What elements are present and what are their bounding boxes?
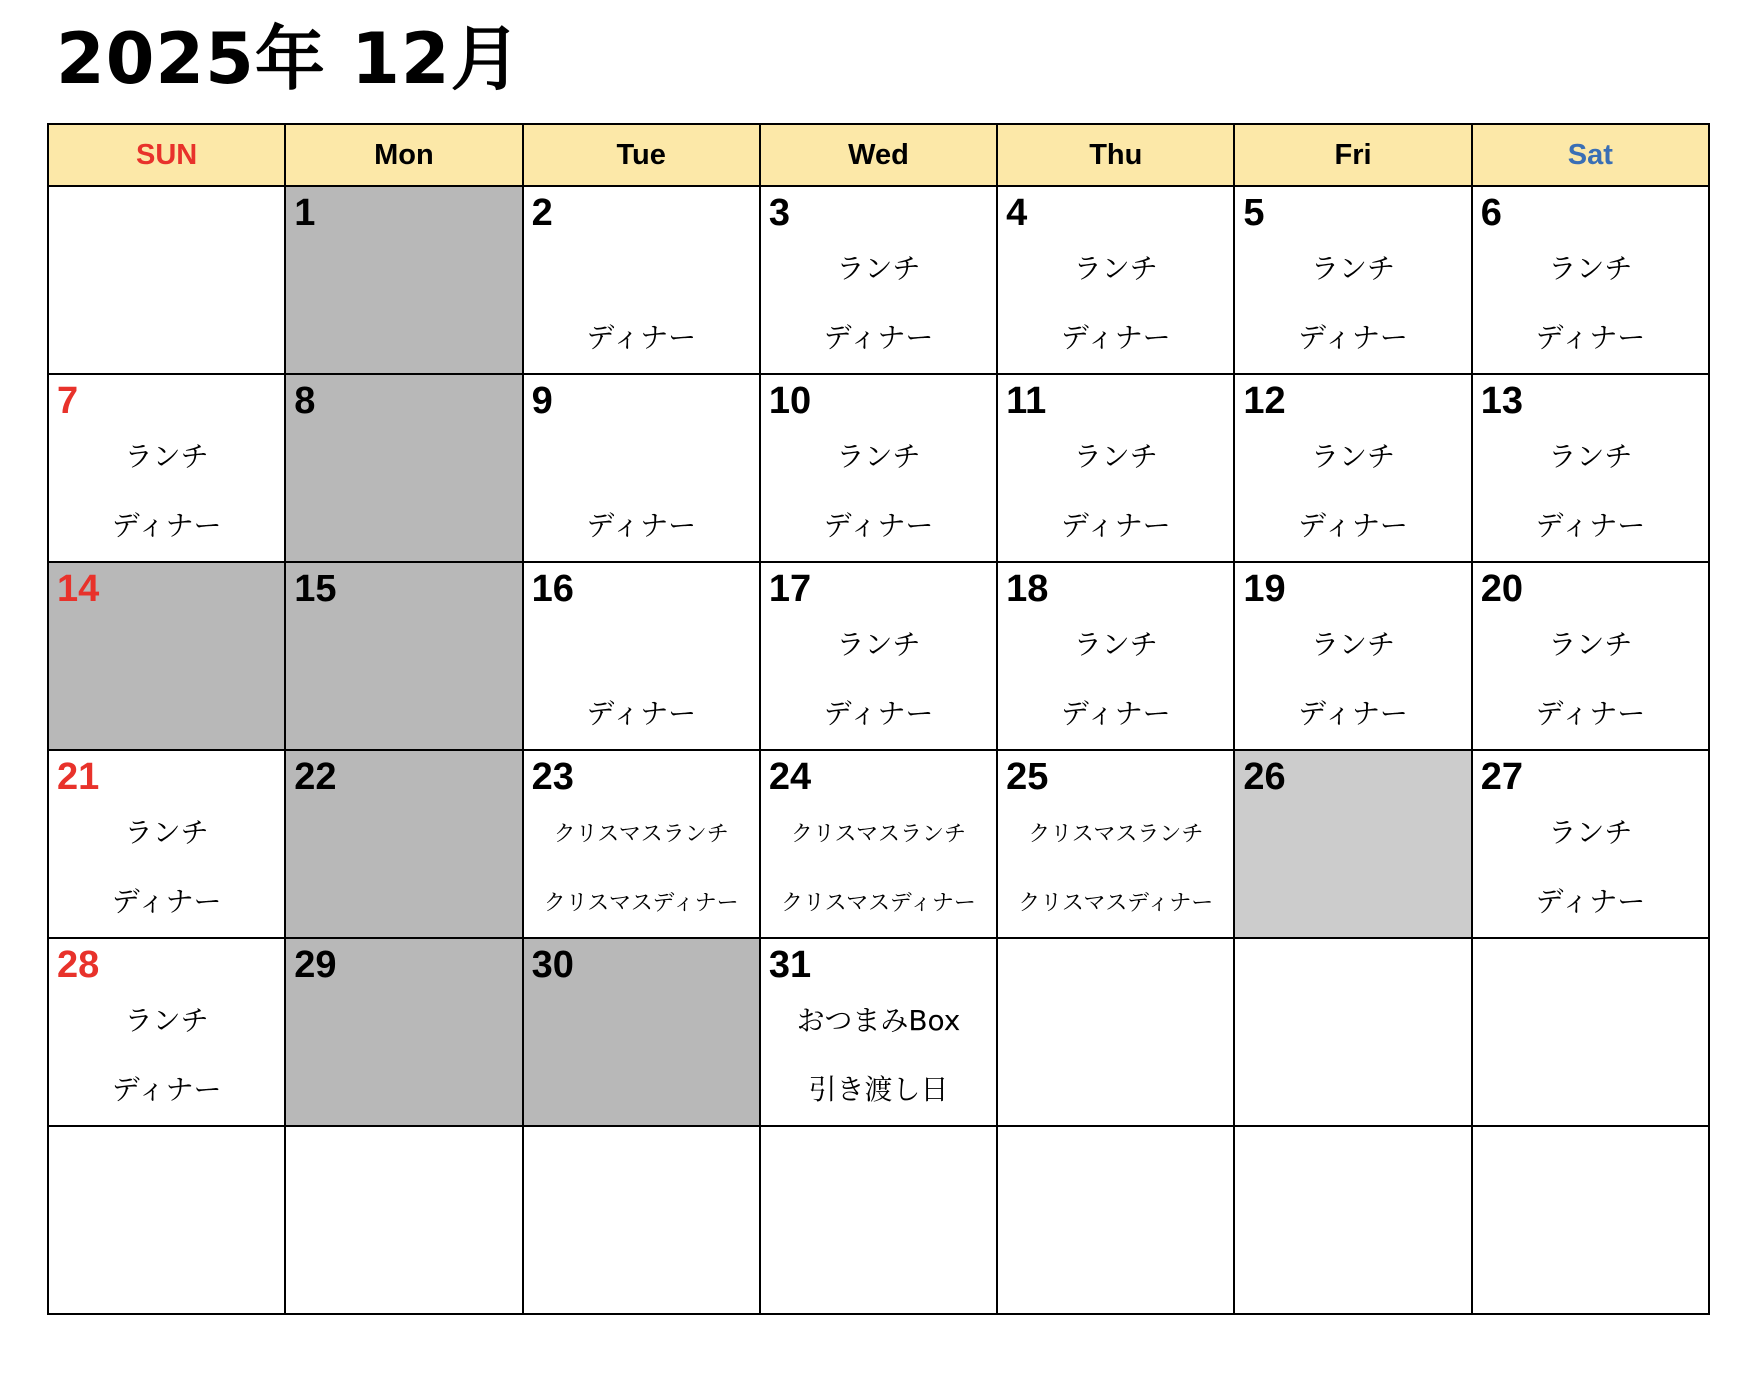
day-event-second: ディナー <box>586 697 697 730</box>
day-event-first: ランチ <box>1548 628 1633 661</box>
day-number: 22 <box>294 756 337 798</box>
day-number: 21 <box>57 756 100 798</box>
calendar-day-cell <box>760 562 997 750</box>
day-event-second: ディナー <box>823 697 934 730</box>
calendar-day-cell <box>523 938 760 1126</box>
day-event-first: ランチ <box>1073 440 1158 473</box>
day-event-first: ランチ <box>1073 628 1158 661</box>
calendar-day-cell <box>1472 186 1709 374</box>
day-number: 24 <box>768 756 812 798</box>
day-event-first: ランチ <box>124 816 209 849</box>
day-number: 23 <box>531 756 574 798</box>
day-event-second: ディナー <box>823 321 934 354</box>
calendar-day-cell <box>1234 562 1471 750</box>
day-number: 18 <box>1006 568 1049 610</box>
day-number: 15 <box>294 568 337 610</box>
calendar-day-cell <box>997 1126 1234 1314</box>
day-event-first: クリスマスランチ <box>1028 822 1204 847</box>
calendar-day-cell <box>523 750 760 938</box>
weekday-header-fri: Fri <box>1234 124 1471 186</box>
calendar-day-cell <box>48 562 285 750</box>
day-number: 1 <box>294 192 316 234</box>
day-number: 9 <box>531 380 553 422</box>
day-number: 3 <box>768 192 790 234</box>
day-event-second: ディナー <box>1535 697 1646 730</box>
calendar-week-row <box>48 1126 1709 1314</box>
day-number: 28 <box>57 944 100 986</box>
day-event-second: ディナー <box>1298 697 1408 730</box>
day-event-second: ディナー <box>111 885 222 918</box>
day-number: 26 <box>1243 756 1286 798</box>
calendar-day-cell <box>997 186 1234 374</box>
day-number: 14 <box>57 568 100 610</box>
calendar-day-cell <box>760 938 997 1126</box>
day-event-second: ディナー <box>1060 509 1171 542</box>
day-number: 7 <box>57 380 79 422</box>
weekday-header-row <box>48 124 1709 186</box>
calendar-grid <box>47 123 1710 1315</box>
calendar-day-cell <box>523 1126 760 1314</box>
calendar-day-cell <box>523 374 760 562</box>
calendar-day-cell <box>1472 374 1709 562</box>
calendar-day-cell <box>1472 1126 1709 1314</box>
day-event-first: ランチ <box>1311 628 1396 661</box>
calendar-day-cell <box>285 938 522 1126</box>
day-event-second: ディナー <box>1535 885 1646 918</box>
calendar-week-row <box>48 562 1709 750</box>
calendar-day-cell <box>1472 938 1709 1126</box>
day-event-first: ランチ <box>1548 440 1633 473</box>
day-event-first: ランチ <box>1548 252 1633 285</box>
calendar-day-cell <box>1234 374 1471 562</box>
calendar-day-cell <box>48 186 285 374</box>
day-number: 19 <box>1243 568 1286 610</box>
page-title: 2025年 12月 <box>56 18 522 100</box>
calendar-day-cell <box>48 374 285 562</box>
calendar-week-row <box>48 374 1709 562</box>
calendar-week-row <box>48 750 1709 938</box>
day-number: 10 <box>768 380 812 422</box>
weekday-header-thu: Thu <box>997 124 1234 186</box>
calendar-day-cell <box>285 750 522 938</box>
day-event-second: クリスマスディナー <box>781 891 976 916</box>
weekday-header-sat: Sat <box>1472 124 1709 186</box>
weekday-header-sun: SUN <box>48 124 285 186</box>
day-number: 5 <box>1243 192 1265 234</box>
day-number: 27 <box>1480 756 1523 798</box>
calendar-day-cell <box>1472 562 1709 750</box>
day-event-first: ランチ <box>836 252 921 285</box>
calendar-day-cell <box>523 562 760 750</box>
day-event-first: クリスマスランチ <box>553 822 729 847</box>
calendar-day-cell <box>760 186 997 374</box>
calendar-day-cell <box>760 374 997 562</box>
calendar-day-cell <box>1234 750 1471 938</box>
day-event-second: クリスマスディナー <box>1018 891 1214 916</box>
calendar-week-row <box>48 938 1709 1126</box>
calendar-day-cell <box>1234 1126 1471 1314</box>
day-number: 29 <box>294 944 337 986</box>
calendar-day-cell <box>1234 186 1471 374</box>
calendar-day-cell <box>760 1126 997 1314</box>
day-event-first: ランチ <box>124 1004 209 1037</box>
day-event-second: ディナー <box>823 509 934 542</box>
day-event-first: おつまみBox <box>796 1004 961 1037</box>
day-event-first: ランチ <box>836 628 921 661</box>
calendar-day-cell <box>285 562 522 750</box>
day-event-first: ランチ <box>1073 252 1158 285</box>
day-event-first: ランチ <box>1311 440 1396 473</box>
day-event-second: ディナー <box>1298 321 1408 354</box>
day-number: 13 <box>1480 380 1523 422</box>
day-number: 8 <box>294 380 316 422</box>
day-number: 16 <box>531 568 574 610</box>
day-event-second: クリスマスディナー <box>543 891 739 916</box>
day-event-first: クリスマスランチ <box>790 822 967 847</box>
day-event-first: ランチ <box>1548 816 1633 849</box>
day-number: 25 <box>1006 756 1049 798</box>
day-event-second: ディナー <box>1060 321 1171 354</box>
day-number: 11 <box>1006 380 1047 422</box>
day-event-second: ディナー <box>111 1073 222 1106</box>
weekday-header-wed: Wed <box>760 124 997 186</box>
calendar-day-cell <box>285 374 522 562</box>
day-event-second: ディナー <box>1298 509 1408 542</box>
calendar-day-cell <box>285 1126 522 1314</box>
day-number: 17 <box>768 568 812 610</box>
calendar-day-cell <box>48 938 285 1126</box>
calendar-day-cell <box>523 186 760 374</box>
day-event-second: ディナー <box>1060 697 1171 730</box>
day-event-second: ディナー <box>586 321 697 354</box>
calendar-day-cell <box>997 938 1234 1126</box>
weekday-header-mon: Mon <box>285 124 522 186</box>
calendar-day-cell <box>1234 938 1471 1126</box>
calendar-day-cell <box>48 1126 285 1314</box>
calendar-day-cell <box>997 750 1234 938</box>
day-event-second: ディナー <box>586 509 697 542</box>
weekday-header-tue: Tue <box>523 124 760 186</box>
day-number: 31 <box>768 944 812 986</box>
day-number: 20 <box>1480 568 1523 610</box>
day-number: 30 <box>531 944 574 986</box>
calendar-day-cell <box>997 562 1234 750</box>
day-number: 2 <box>531 192 553 234</box>
day-event-second: ディナー <box>1535 509 1646 542</box>
day-event-first: ランチ <box>836 440 921 473</box>
calendar-day-cell <box>997 374 1234 562</box>
calendar-day-cell <box>285 186 522 374</box>
calendar-week-row <box>48 186 1709 374</box>
day-event-first: ランチ <box>1311 252 1396 285</box>
day-event-first: ランチ <box>124 440 209 473</box>
day-event-second: 引き渡し日 <box>808 1073 949 1106</box>
day-number: 4 <box>1006 192 1028 234</box>
calendar-day-cell <box>1472 750 1709 938</box>
day-event-second: ディナー <box>1535 321 1646 354</box>
day-number: 6 <box>1480 192 1502 234</box>
day-number: 12 <box>1243 380 1286 422</box>
calendar-day-cell <box>760 750 997 938</box>
calendar-day-cell <box>48 750 285 938</box>
day-event-second: ディナー <box>111 509 222 542</box>
